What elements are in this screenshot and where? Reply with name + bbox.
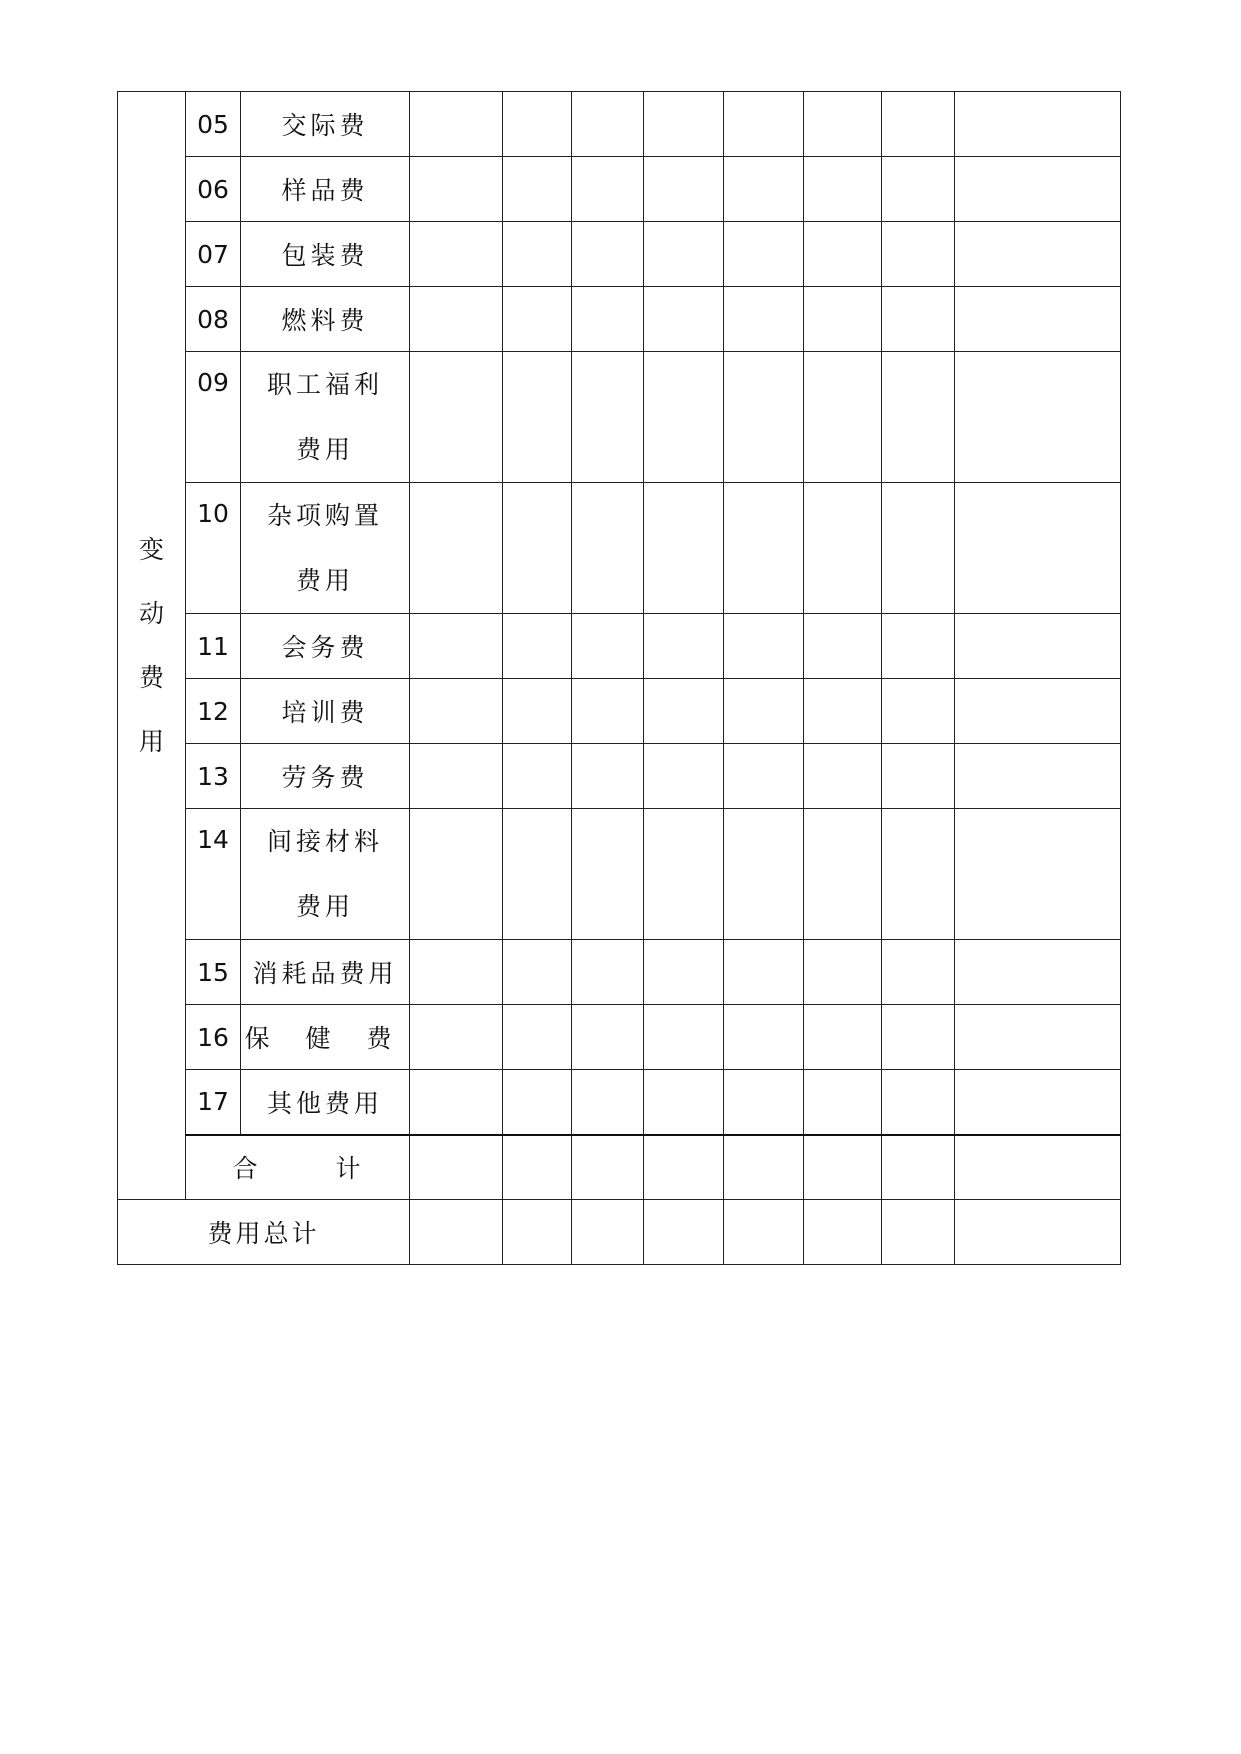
value-cell[interactable] — [882, 1005, 955, 1070]
value-cell[interactable] — [644, 92, 724, 157]
value-cell[interactable] — [410, 222, 503, 287]
table-row — [118, 1005, 1121, 1070]
value-cell[interactable] — [410, 1005, 503, 1070]
item-name: 其他费用 — [241, 1070, 410, 1135]
item-name: 保 健 费 — [241, 1005, 410, 1070]
table-row — [118, 92, 1121, 157]
item-name: 消耗品费用 — [241, 940, 410, 1005]
value-cell[interactable] — [644, 157, 724, 222]
value-cell[interactable] — [410, 679, 503, 744]
value-cell[interactable] — [503, 679, 572, 744]
value-cell[interactable] — [955, 1200, 1121, 1265]
value-cell[interactable] — [955, 679, 1121, 744]
table-row — [118, 1070, 1121, 1135]
value-cell[interactable] — [724, 157, 804, 222]
item-name: 样品费 — [241, 157, 410, 222]
item-code: 17 — [186, 1070, 241, 1135]
item-name: 培训费 — [241, 679, 410, 744]
item-name-line: 间接材料 — [266, 827, 383, 856]
value-cell[interactable] — [503, 483, 572, 614]
value-cell[interactable] — [955, 614, 1121, 679]
table-row — [118, 679, 1121, 744]
value-cell[interactable] — [955, 352, 1121, 483]
value-cell[interactable] — [724, 222, 804, 287]
value-cell[interactable] — [804, 287, 882, 352]
value-cell[interactable] — [410, 744, 503, 809]
value-cell[interactable] — [804, 614, 882, 679]
value-cell[interactable] — [572, 157, 644, 222]
value-cell[interactable] — [644, 222, 724, 287]
value-cell[interactable] — [644, 940, 724, 1005]
value-cell[interactable] — [503, 809, 572, 940]
value-cell[interactable] — [955, 287, 1121, 352]
item-name-line: 费用 — [295, 892, 354, 921]
item-name-line: 杂项购置 — [266, 501, 383, 530]
value-cell[interactable] — [804, 809, 882, 940]
group-label-char: 动 — [138, 598, 164, 628]
item-code: 05 — [186, 92, 241, 157]
value-cell[interactable] — [724, 744, 804, 809]
value-cell[interactable] — [410, 287, 503, 352]
value-cell[interactable] — [410, 157, 503, 222]
table-row — [118, 222, 1121, 287]
value-cell[interactable] — [955, 1005, 1121, 1070]
value-cell[interactable] — [410, 483, 503, 614]
value-cell[interactable] — [410, 614, 503, 679]
value-cell[interactable] — [882, 352, 955, 483]
value-cell[interactable] — [644, 1070, 724, 1135]
value-cell[interactable] — [503, 614, 572, 679]
value-cell[interactable] — [724, 483, 804, 614]
value-cell[interactable] — [804, 352, 882, 483]
value-cell[interactable] — [804, 940, 882, 1005]
value-cell[interactable] — [572, 222, 644, 287]
value-cell[interactable] — [644, 679, 724, 744]
grand-total-label: 费用总计 — [118, 1200, 410, 1265]
value-cell[interactable] — [804, 1070, 882, 1135]
item-code: 13 — [186, 744, 241, 809]
item-name-line: 费用 — [295, 435, 354, 464]
value-cell[interactable] — [503, 1200, 572, 1265]
item-name: 会务费 — [241, 614, 410, 679]
value-cell[interactable] — [644, 483, 724, 614]
item-name — [241, 352, 410, 483]
value-cell[interactable] — [572, 679, 644, 744]
value-cell[interactable] — [804, 1005, 882, 1070]
value-cell[interactable] — [572, 809, 644, 940]
item-name: 包装费 — [241, 222, 410, 287]
value-cell[interactable] — [955, 940, 1121, 1005]
value-cell[interactable] — [503, 92, 572, 157]
value-cell[interactable] — [955, 157, 1121, 222]
value-cell[interactable] — [572, 1200, 644, 1265]
item-code: 11 — [186, 614, 241, 679]
value-cell[interactable] — [804, 1135, 882, 1200]
subtotal-row — [118, 1135, 1121, 1200]
value-cell[interactable] — [724, 287, 804, 352]
value-cell[interactable] — [955, 744, 1121, 809]
grand-total-row — [118, 1200, 1121, 1265]
table-row — [118, 744, 1121, 809]
item-code: 07 — [186, 222, 241, 287]
value-cell[interactable] — [882, 1135, 955, 1200]
value-cell[interactable] — [804, 92, 882, 157]
value-cell[interactable] — [572, 1005, 644, 1070]
value-cell[interactable] — [503, 157, 572, 222]
value-cell[interactable] — [955, 1135, 1121, 1200]
subtotal-label — [186, 1135, 410, 1200]
group-label-char: 用 — [138, 726, 164, 756]
value-cell[interactable] — [410, 92, 503, 157]
table-row — [118, 157, 1121, 222]
item-name — [241, 809, 410, 940]
value-cell[interactable] — [804, 679, 882, 744]
group-label-char: 变 — [138, 534, 164, 564]
table-row — [118, 614, 1121, 679]
item-name-line: 费用 — [295, 566, 354, 595]
group-label-cell — [118, 92, 186, 1200]
item-code: 14 — [186, 809, 241, 940]
value-cell[interactable] — [644, 287, 724, 352]
value-cell[interactable] — [644, 352, 724, 483]
table-row — [118, 483, 1121, 614]
value-cell[interactable] — [882, 940, 955, 1005]
table-row — [118, 287, 1121, 352]
value-cell[interactable] — [644, 744, 724, 809]
value-cell[interactable] — [572, 1070, 644, 1135]
table-row — [118, 809, 1121, 940]
value-cell[interactable] — [882, 483, 955, 614]
item-code: 06 — [186, 157, 241, 222]
value-cell[interactable] — [724, 679, 804, 744]
item-name: 劳务费 — [241, 744, 410, 809]
value-cell[interactable] — [882, 679, 955, 744]
value-cell[interactable] — [882, 1070, 955, 1135]
value-cell[interactable] — [804, 483, 882, 614]
value-cell[interactable] — [410, 1200, 503, 1265]
item-code: 16 — [186, 1005, 241, 1070]
value-cell[interactable] — [882, 157, 955, 222]
value-cell[interactable] — [410, 1135, 503, 1200]
value-cell[interactable] — [724, 1200, 804, 1265]
value-cell[interactable] — [724, 1135, 804, 1200]
item-code: 09 — [186, 352, 241, 483]
value-cell[interactable] — [644, 1135, 724, 1200]
table-row — [118, 352, 1121, 483]
value-cell[interactable] — [882, 92, 955, 157]
value-cell[interactable] — [804, 222, 882, 287]
value-cell[interactable] — [644, 1200, 724, 1265]
value-cell[interactable] — [503, 744, 572, 809]
item-code: 10 — [186, 483, 241, 614]
value-cell[interactable] — [503, 1135, 572, 1200]
value-cell[interactable] — [724, 614, 804, 679]
value-cell[interactable] — [724, 1005, 804, 1070]
value-cell[interactable] — [804, 157, 882, 222]
subtotal-label-right: 计 — [335, 1154, 363, 1184]
value-cell[interactable] — [882, 1200, 955, 1265]
value-cell[interactable] — [955, 1070, 1121, 1135]
item-code: 12 — [186, 679, 241, 744]
value-cell[interactable] — [724, 352, 804, 483]
expense-table — [117, 91, 1121, 1265]
value-cell[interactable] — [882, 809, 955, 940]
value-cell[interactable] — [955, 92, 1121, 157]
value-cell[interactable] — [572, 352, 644, 483]
value-cell[interactable] — [644, 809, 724, 940]
value-cell[interactable] — [955, 483, 1121, 614]
value-cell[interactable] — [724, 940, 804, 1005]
value-cell[interactable] — [503, 222, 572, 287]
value-cell[interactable] — [503, 352, 572, 483]
value-cell[interactable] — [572, 1135, 644, 1200]
value-cell[interactable] — [572, 483, 644, 614]
group-label-char: 费 — [138, 662, 164, 692]
value-cell[interactable] — [882, 287, 955, 352]
value-cell[interactable] — [410, 809, 503, 940]
value-cell[interactable] — [804, 1200, 882, 1265]
value-cell[interactable] — [410, 940, 503, 1005]
value-cell[interactable] — [882, 614, 955, 679]
item-name-line: 职工福利 — [266, 370, 383, 399]
subtotal-label-left: 合 — [232, 1154, 260, 1184]
value-cell[interactable] — [572, 92, 644, 157]
table-row — [118, 940, 1121, 1005]
item-code: 15 — [186, 940, 241, 1005]
value-cell[interactable] — [572, 287, 644, 352]
value-cell[interactable] — [503, 287, 572, 352]
value-cell[interactable] — [955, 222, 1121, 287]
value-cell[interactable] — [724, 1070, 804, 1135]
value-cell[interactable] — [410, 1070, 503, 1135]
value-cell[interactable] — [804, 744, 882, 809]
group-label — [139, 518, 164, 774]
value-cell[interactable] — [503, 1070, 572, 1135]
value-cell[interactable] — [644, 1005, 724, 1070]
value-cell[interactable] — [724, 92, 804, 157]
value-cell[interactable] — [503, 940, 572, 1005]
item-name: 交际费 — [241, 92, 410, 157]
value-cell[interactable] — [644, 614, 724, 679]
value-cell[interactable] — [572, 940, 644, 1005]
value-cell[interactable] — [882, 222, 955, 287]
value-cell[interactable] — [724, 809, 804, 940]
value-cell[interactable] — [410, 352, 503, 483]
value-cell[interactable] — [572, 744, 644, 809]
item-name: 燃料费 — [241, 287, 410, 352]
value-cell[interactable] — [882, 744, 955, 809]
item-name — [241, 483, 410, 614]
value-cell[interactable] — [955, 809, 1121, 940]
value-cell[interactable] — [503, 1005, 572, 1070]
item-code: 08 — [186, 287, 241, 352]
value-cell[interactable] — [572, 614, 644, 679]
